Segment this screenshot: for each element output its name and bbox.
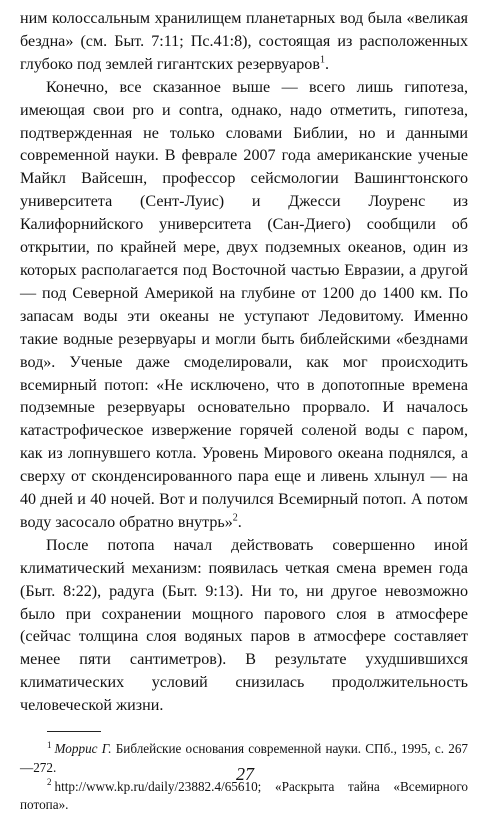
footnote-number: 1 — [47, 739, 52, 750]
paragraph-after-flood — [20, 535, 468, 718]
footnote-ref-1: 1 — [319, 54, 325, 66]
footnote-text: http://www.kp.ru/daily/23882.4/65610; «Раскрыта тайна «Всемирного потопа». — [20, 778, 468, 813]
paragraph-continuation: ним колоссальным хранилищем планетарных вод была «великая бездна» (см. Быт. 7:11; Пс.41:8), состоящая из расположенных глубоко под землей гигантских резервуаров$^1$. — [20, 10, 468, 73]
footnote-divider — [47, 731, 101, 732]
body-text — [20, 8, 468, 718]
footnote-ref-2: 2 — [232, 512, 238, 524]
footnote-text: Библейские основания современной науки. СПб., 1995, с. 267—272. — [20, 741, 469, 775]
footnote-author: Моррис Г. — [54, 741, 112, 757]
paragraph-text: После потопа начал действовать совершенно иной климатический механизм: появилась четкая смена времен года (Быт. 8:22), радуга (Быт. 9:13). Ни то, ни другое невозможно было при сохранении мощного парового слоя в атмосфере (сейчас толщина слоя водяных паров в атмосфере составляет менее пяти сантиметров). В результате ухудшившихся климатических условий снизилась продолжительность человеческой жизни. — [20, 536, 468, 715]
footnote-number: 2 — [47, 777, 52, 788]
page-number: 27 — [236, 764, 254, 784]
paragraph-text: Конечно, все сказанное выше — всего лишь гипотеза, имеющая свои pro и contra, однако, надо отметить, гипотеза, подтвержденная не только словами Библии, но и данными современной науки. В феврале 2007 года американские ученые Майкл Вайсешн, профессор сейсмологии Вашингтонского университета (Сент-Луис) и Джесси Лоуренс из Калифорнийского университета (Сан-Диего) сообщили об открытии, по крайней мере, двух подземных океанов, один из которых располагается под Восточной частью Евразии, а другой — под Северной Америкой на глубине от 1200 до 1400 км. По запасам воды эти океаны не уступают Ледовитому. Именно такие водные резервуары и могли быть библейскими «безднами вод». Ученые даже смоделировали, как мог происходить всемирный потоп: «Не исключено, что в допотопные времена подземные резервуары основательно прорвало. И началось катастрофическое извержение горячей соленой воды с паром, как из лопнувшего котла. Уровень Мирового океана поднялся, а сверху от сконденсированного пара еще и ливень хлынул — на 40 дней и 40 ночей. Вот и получился Всемирный потоп. А потом воду засосало обратно внутрь» — [20, 78, 468, 531]
paragraph-hypothesis: Конечно, все сказанное выше — всего лишь гипотеза, имеющая свои pro и contra, однако, надо отметить, гипотеза, подтвержденная не только словами Библии, но и данными современной науки. В феврале 2007 года американские ученые Майкл Вайсешн, профессор сейсмологии Вашингтонского университета (Сент-Луис) и Джесси Лоуренс из Калифорнийского университета (Сан-Диего) сообщили об открытии, по крайней мере, двух подземных океанов, один из которых располагается под Восточной частью Евразии, а другой — под Северной Америкой на глубине от 1200 до 1400 км. По запасам воды эти океаны не уступают Ледовитому. Именно такие водные резервуары и могли быть библейскими «безднами вод». Ученые даже смоделировали, как мог происходить всемирный потоп: «Не исключено, что в допотопные времена подземные резервуары основательно прорвало. И началось катастрофическое извержение горячей соленой воды с паром, как из лопнувшего котла. Уровень Мирового океана поднялся, а сверху от сконденсированного пара еще и ливень хлынул — на 40 дней и 40 ночей. Вот и получился Всемирный потоп. А потом воду засосало обратно внутрь»$^2$. — [20, 78, 468, 531]
paragraph-text: ним колоссальным хранилищем планетарных вод была «великая бездна» (см. Быт. 7:11; Пс.41:8), состоящая из расположенных глубоко под землей гигантских резервуаров — [20, 10, 468, 73]
